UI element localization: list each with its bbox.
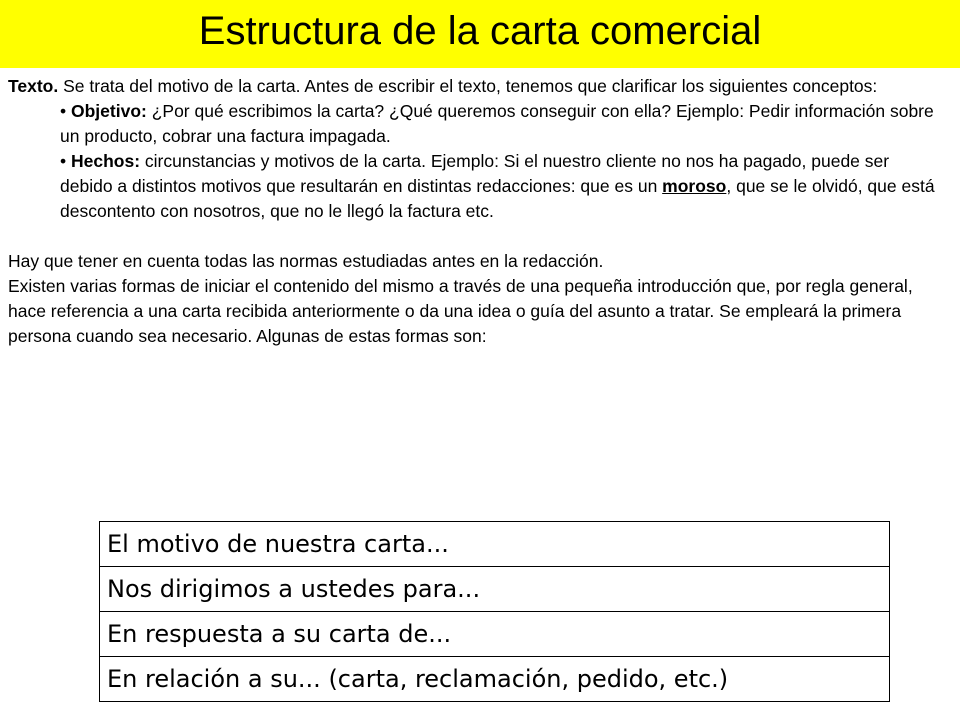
bullet-text-hechos-after: , que se le olvidó, que está descontento con nosotros, que no le llegó la factura etc. bbox=[60, 176, 935, 221]
concept-list bbox=[8, 99, 940, 224]
spacer bbox=[8, 224, 940, 249]
bullet-text-hechos-before: circunstancias y motivos de la carta. Ejemplo: Si el nuestro cliente no nos ha pagado, puede ser debido a distintos motivos que resultarán en distintas redacciones: que es un bbox=[60, 151, 890, 196]
phrases-table bbox=[99, 521, 890, 702]
table-row bbox=[100, 657, 890, 702]
bullet-objetivo bbox=[60, 99, 940, 149]
table-row bbox=[100, 522, 890, 567]
bullet-marker: • bbox=[60, 101, 71, 121]
bullet-label-hechos: Hechos: bbox=[71, 151, 141, 171]
slide-title: Estructura de la carta comercial bbox=[198, 9, 762, 53]
bullet-label-objetivo: Objetivo: bbox=[71, 101, 147, 121]
paragraph-normas: Hay que tener en cuenta todas las normas estudiadas antes en la redacción. bbox=[8, 251, 604, 271]
paragraph-formas: Existen varias formas de iniciar el contenido del mismo a través de una pequeña introducción que, por regla general, hace referencia a una carta recibida anteriormente o da una idea o guía del asunto a tratar. Se empleará la primera persona cuando sea necesario. Algunas de estas formas son: bbox=[8, 276, 913, 346]
texto-paragraph bbox=[8, 74, 940, 99]
texto-intro: Se trata del motivo de la carta. Antes de escribir el texto, tenemos que clarificar los siguientes conceptos: bbox=[58, 76, 878, 96]
texto-label: Texto. bbox=[8, 76, 59, 96]
highlight-moroso: moroso bbox=[662, 176, 727, 196]
phrase-cell: Nos dirigimos a ustedes para... bbox=[100, 567, 890, 612]
bullet-text-objetivo: ¿Por qué escribimos la carta? ¿Qué queremos conseguir con ella? Ejemplo: Pedir información sobre un producto, cobrar una factura impagada. bbox=[60, 101, 934, 146]
phrase-cell: En relación a su... (carta, reclamación, pedido, etc.) bbox=[100, 657, 890, 702]
bullet-hechos bbox=[60, 149, 940, 224]
phrase-cell: El motivo de nuestra carta... bbox=[100, 522, 890, 567]
table-row bbox=[100, 612, 890, 657]
phrase-cell: En respuesta a su carta de... bbox=[100, 612, 890, 657]
body-text bbox=[8, 74, 940, 349]
table-row bbox=[100, 567, 890, 612]
bullet-marker: • bbox=[60, 151, 71, 171]
